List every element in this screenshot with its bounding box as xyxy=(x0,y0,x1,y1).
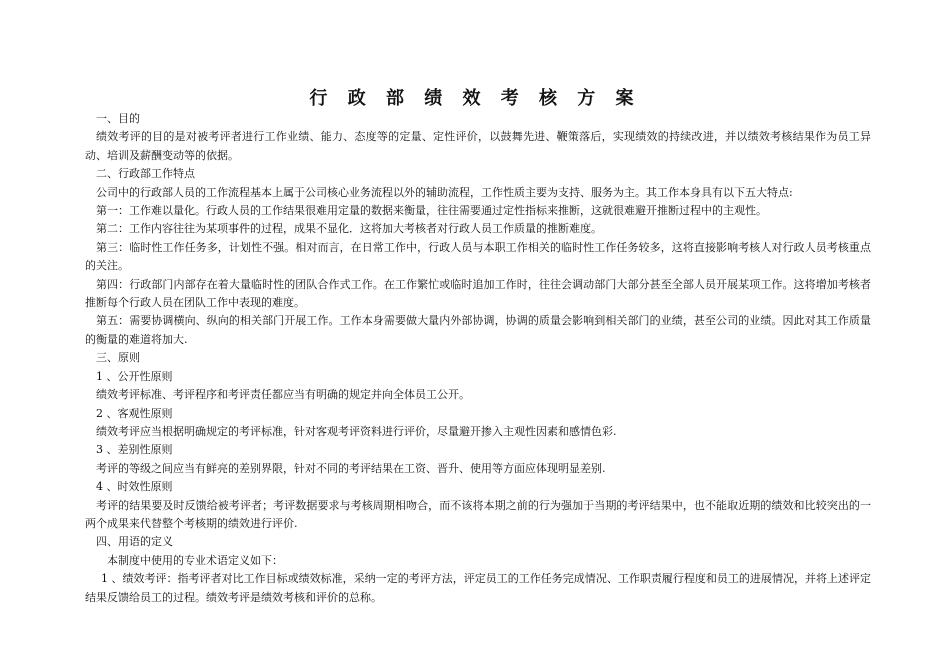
subheading: 2 、客观性原则 xyxy=(96,406,173,420)
paragraph: 第二：工作内容往往为某项事件的过程，成果不显化．这将加大考核者对行政人员工作质量的推断难度。 xyxy=(96,222,602,236)
subheading: 1 、公开性原则 xyxy=(96,369,173,383)
document-body xyxy=(85,110,871,607)
paragraph: 绩效考评标准、考评程序和考评责任都应当有明确的规定并向全体员工公开。 xyxy=(96,388,470,402)
subheading: 3 、差别性原则 xyxy=(96,443,173,457)
section-heading-characteristics: 二、行政部工作特点 xyxy=(96,167,195,181)
paragraph: 本制度中使用的专业术语定义如下： xyxy=(107,553,283,567)
paragraph: 公司中的行政部人员的工作流程基本上属于公司核心业务流程以外的辅助流程，工作性质主要为支持、服务为主。其工作本身具有以下五大特点: xyxy=(96,185,793,199)
paragraph: 考评的等级之间应当有鲜亮的差别界限，针对不同的考评结果在工资、晋升、使用等方面应体现明显差别. xyxy=(96,461,606,475)
paragraph: 1 、绩效考评：指考评者对比工作目标或绩效标准，采纳一定的考评方法，评定员工的工作任务完成情况、工作职责履行程度和员工的进展情况，并将上述评定结果反馈给员工的过程。绩效考评是绩效考核和评价的总称。 xyxy=(85,572,871,604)
section-heading-definitions: 四、用语的定义 xyxy=(96,535,173,549)
subheading: 4 、时效性原则 xyxy=(96,480,173,494)
paragraph: 第五：需要协调横向、纵向的相关部门开展工作。工作本身需要做大量内外部协调，协调的质量会影响到相关部门的业绩，甚至公司的业绩。因此对其工作质量的衡量的难道将加大. xyxy=(85,314,871,346)
section-heading-purpose: 一、目的 xyxy=(96,112,140,125)
paragraph: 绩效考评应当根据明确规定的考评标准，针对客观考评资料进行评价，尽量避开掺入主观性因素和感情色彩. xyxy=(96,424,617,438)
paragraph: 第一：工作难以量化。行政人员的工作结果很难用定量的数据来衡量，往往需要通过定性指标来推断，这就很难避开推断过程中的主观性。 xyxy=(96,204,767,218)
paragraph: 绩效考评的目的是对被考评者进行工作业绩、能力、态度等的定量、定性评价，以鼓舞先进、鞭策落后，实现绩效的持续改进，并以绩效考核结果作为员工异动、培训及薪酬变动等的依据。 xyxy=(85,130,871,162)
paragraph: 考评的结果要及时反馈给被考评者；考评数据要求与考核周期相吻合，而不该将本期之前的行为强加于当期的考评结果中，也不能取近期的绩效和比较突出的一两个成果来代替整个考核期的绩效进行评价. xyxy=(85,498,871,530)
paragraph: 第四：行政部门内部存在着大量临时性的团队合作式工作。在工作繁忙或临时追加工作时，往往会调动部门大部分甚至全部人员开展某项工作。这将增加考核者推断每个行政人员在团队工作中表现的难度。 xyxy=(85,277,871,310)
paragraph: 第三：临时性工作任务多，计划性不强。相对而言，在日常工作中，行政人员与本职工作相关的临时性工作任务较多，这将直接影响考核人对行政人员考核重点的关注。 xyxy=(85,240,871,273)
section-heading-principles: 三、原则 xyxy=(96,351,140,365)
document-title: 行 政 部 绩 效 考 核 方 案 xyxy=(309,88,641,109)
